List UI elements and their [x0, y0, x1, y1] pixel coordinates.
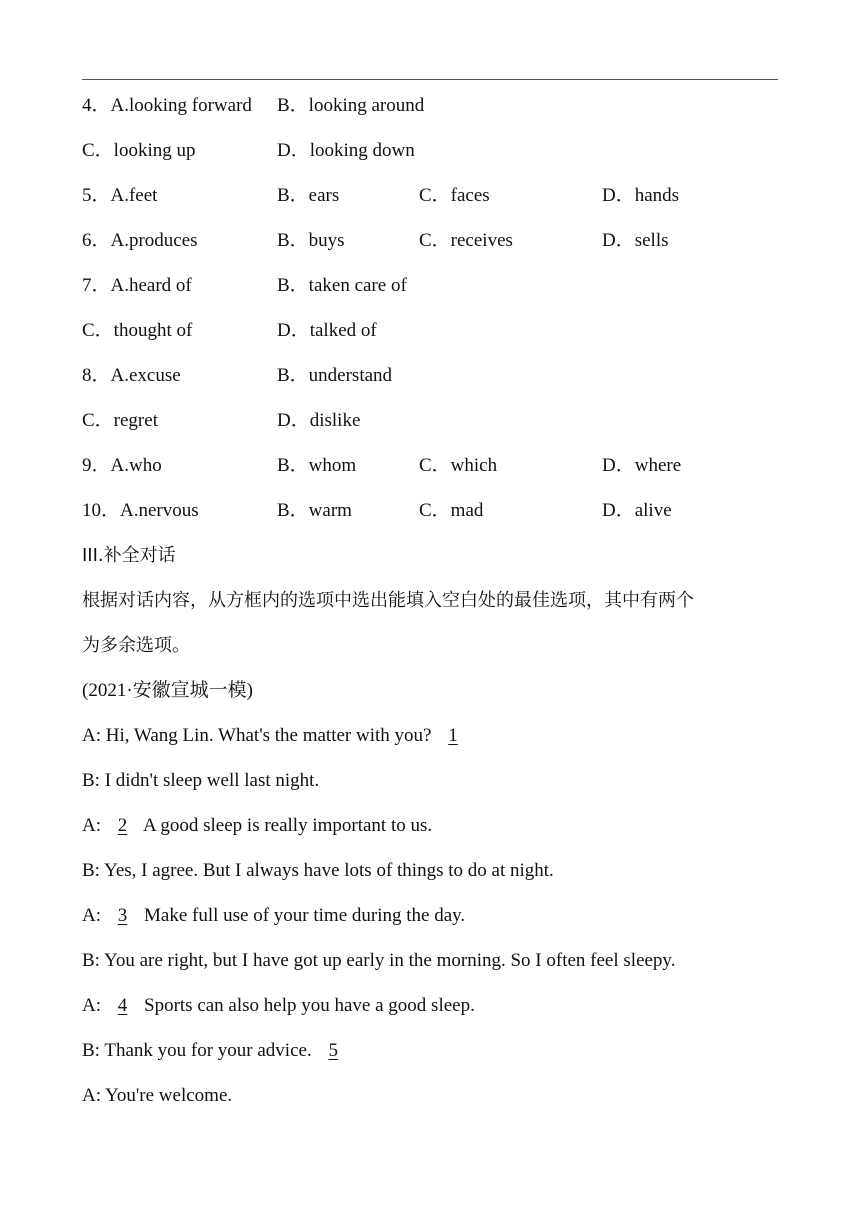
- dialogue-text: A:: [82, 815, 106, 836]
- answer-blank[interactable]: 3: [117, 905, 128, 926]
- dialogue-text: B: You are right, but I have got up early in the morning. So I often feel sleepy.: [82, 950, 676, 971]
- q5-option-b: B．ears: [277, 185, 340, 206]
- answer-blank[interactable]: 5: [328, 1040, 338, 1061]
- source-note: (2021·安徽宣城一模): [82, 680, 253, 701]
- q9-option-d: D．where: [602, 455, 682, 476]
- q5-option-a: 5．A.feet: [82, 185, 158, 206]
- dialogue-line: [82, 949, 675, 973]
- q8-option-d: D．dislike: [277, 410, 361, 431]
- q7-option-a: 7．A.heard of: [82, 275, 192, 296]
- dialogue-line: [82, 724, 470, 748]
- dialogue-text: B: Yes, I agree. But I always have lots of things to do at night.: [82, 860, 554, 881]
- q7-option-c: C．thought of: [82, 320, 193, 341]
- answer-blank[interactable]: 1: [448, 725, 458, 746]
- section-instructions-line1: 根据对话内容，从方框内的选项中选出能填入空白处的最佳选项，其中有两个: [82, 590, 694, 611]
- section-title: III.补全对话: [82, 545, 176, 566]
- q9-option-a: 9．A.who: [82, 455, 162, 476]
- q10-option-c: C．mad: [419, 500, 484, 521]
- header-divider: [82, 79, 778, 80]
- q6-option-a: 6．A.produces: [82, 230, 198, 251]
- dialogue-text: A: Hi, Wang Lin. What's the matter with you?: [82, 725, 437, 746]
- dialogue-line: [82, 1039, 350, 1063]
- dialogue-line: [82, 769, 319, 793]
- answer-blank[interactable]: 2: [117, 815, 128, 836]
- q8-option-c: C．regret: [82, 410, 158, 431]
- q5-option-d: D．hands: [602, 185, 680, 206]
- section-instructions-line2: 为多余选项。: [82, 635, 190, 656]
- q8-option-a: 8．A.excuse: [82, 365, 181, 386]
- dialogue-line: [82, 859, 554, 883]
- dialogue-line: [82, 904, 465, 928]
- dialogue-line: [82, 814, 432, 838]
- dialogue-text: A: You're welcome.: [82, 1085, 233, 1106]
- q6-option-c: C．receives: [419, 230, 513, 251]
- dialogue-line: [82, 1084, 232, 1108]
- dialogue-text: Sports can also help you have a good sleep.: [139, 995, 475, 1016]
- q10-option-d: D．alive: [602, 500, 672, 521]
- dialogue-text: B: Thank you for your advice.: [82, 1040, 317, 1061]
- q6-option-b: B．buys: [277, 230, 345, 251]
- q4-option-c: C．looking up: [82, 140, 196, 161]
- q9-option-b: B．whom: [277, 455, 357, 476]
- dialogue-text: B: I didn't sleep well last night.: [82, 770, 320, 791]
- dialogue-text: Make full use of your time during the day.: [139, 905, 466, 926]
- q4-option-d: D．looking down: [277, 140, 415, 161]
- dialogue-text: A good sleep is really important to us.: [139, 815, 433, 836]
- q8-option-b: B．understand: [277, 365, 393, 386]
- dialogue-line: [82, 994, 475, 1018]
- q4-option-a: 4．A.looking forward: [82, 95, 252, 116]
- answer-blank[interactable]: 4: [117, 995, 128, 1016]
- dialogue-text: A:: [82, 905, 106, 926]
- q10-option-a: 10．A.nervous: [82, 500, 199, 521]
- dialogue-text: A:: [82, 995, 106, 1016]
- q10-option-b: B．warm: [277, 500, 352, 521]
- q4-option-b: B．looking around: [277, 95, 425, 116]
- q7-option-d: D．talked of: [277, 320, 377, 341]
- q6-option-d: D．sells: [602, 230, 669, 251]
- q5-option-c: C．faces: [419, 185, 490, 206]
- q9-option-c: C．which: [419, 455, 498, 476]
- q7-option-b: B．taken care of: [277, 275, 407, 296]
